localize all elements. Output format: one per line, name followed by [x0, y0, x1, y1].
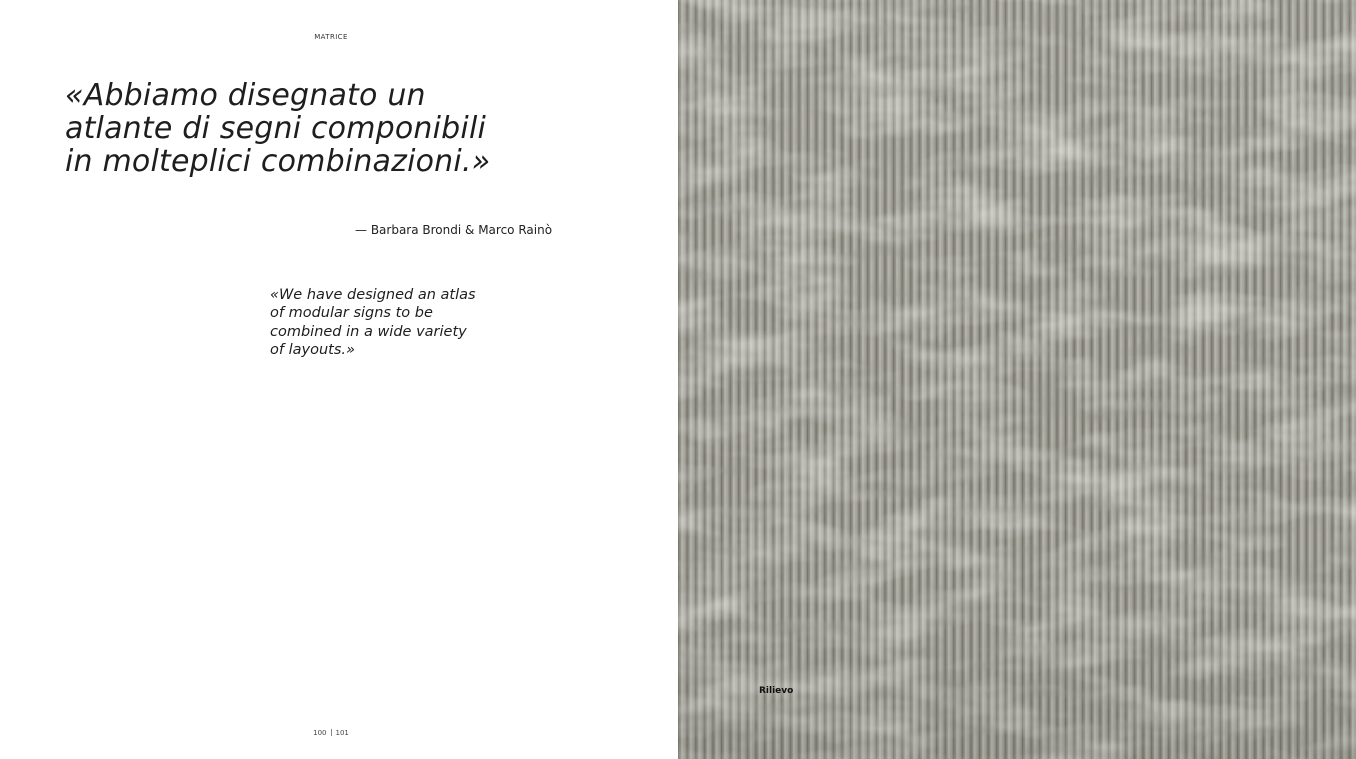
page-number-right: 101 [335, 729, 349, 737]
pull-quote-english [270, 286, 490, 359]
running-head: MATRICE [314, 33, 348, 41]
pull-quote-italian-line: in molteplici combinazioni.» [65, 144, 491, 179]
quote-attribution: — Barbara Brondi & Marco Rainò [355, 223, 553, 237]
product-label: Rilievo [759, 686, 794, 696]
pull-quote-italian [65, 79, 545, 178]
ribbed-tile-texture-image [678, 0, 1356, 759]
pull-quote-english-line: combined in a wide variety [270, 323, 467, 340]
page-number-left: 100 [313, 729, 327, 737]
pull-quote-english-line: of layouts.» [270, 341, 355, 358]
right-page [678, 0, 1356, 759]
pull-quote-italian-line: atlante di segni componibili [65, 111, 487, 146]
pull-quote-english-line: «We have designed an atlas [270, 287, 476, 303]
page-number-divider [331, 729, 332, 736]
pull-quote-english-line: of modular signs to be [270, 305, 433, 322]
page-numbers [0, 729, 662, 737]
pull-quote-italian-line: «Abbiamo disegnato un [65, 78, 426, 113]
